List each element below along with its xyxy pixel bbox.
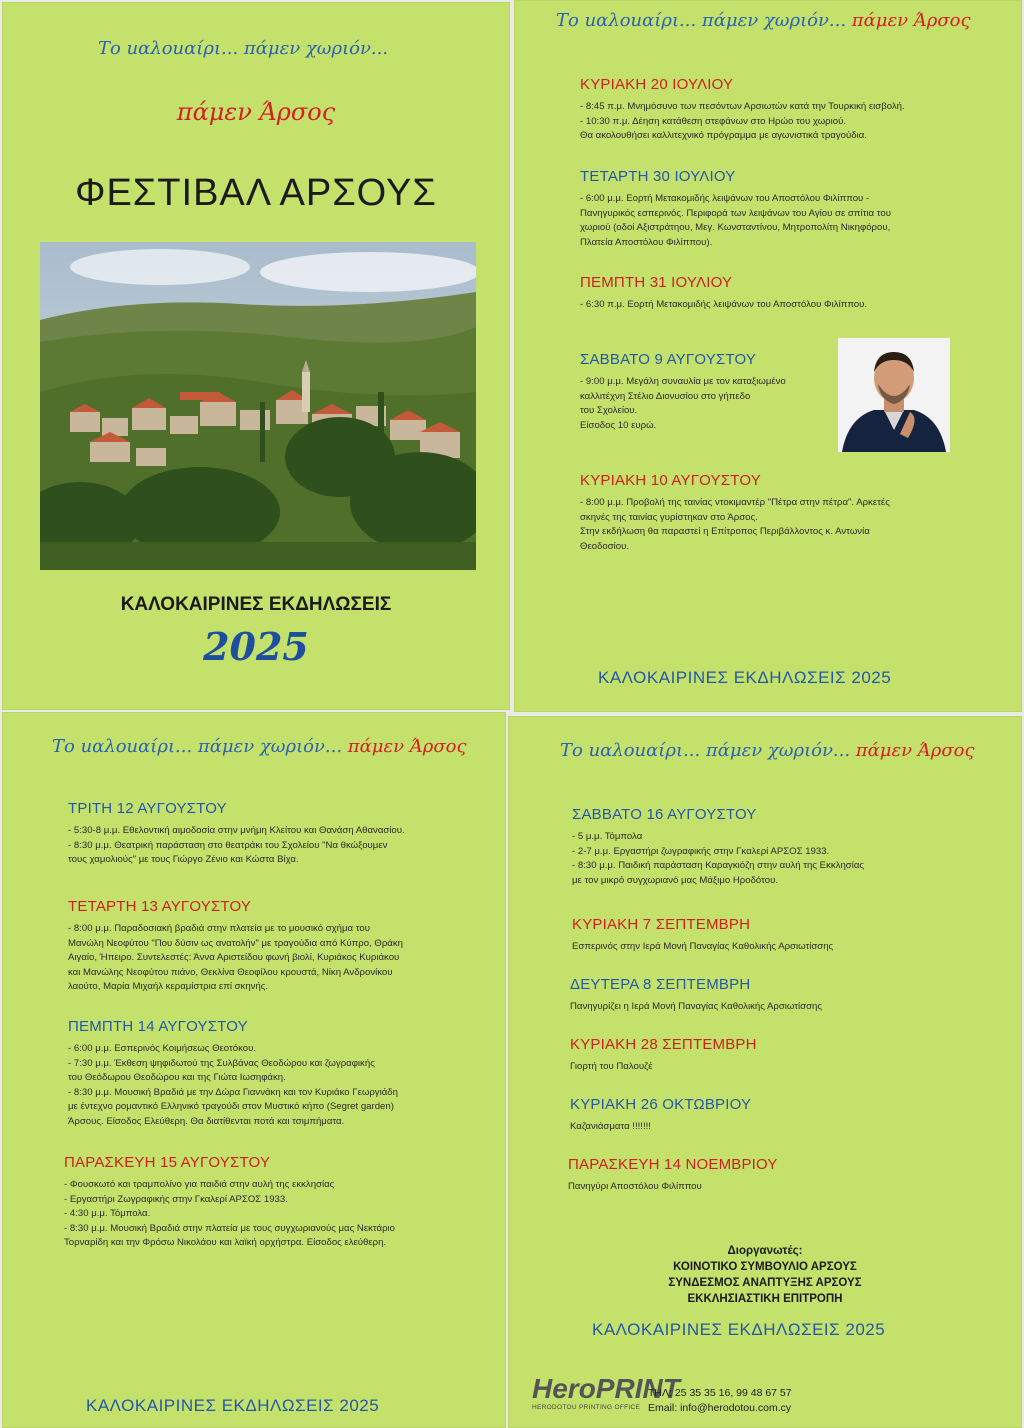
event-line: - 8:00 μ.μ. Προβολή της ταινίας ντοκιμαντέρ "Πέτρα στην πέτρα". Αρκετές — [580, 497, 890, 508]
event-line: Πλατεία Αποστόλου Φιλίππου). — [580, 236, 713, 248]
event-line: του Σχολείου. — [580, 405, 638, 417]
event-line: τους χαμολιούς" με τους Γιώργο Ζένιο και Κώστα Βίχα. — [68, 854, 299, 866]
village-photo-image — [40, 242, 476, 570]
event-line: - 10:30 π.μ. Δέηση κατάθεση στεφάνων στο Ηρώο του χωριού. — [580, 115, 847, 127]
event-date: ΣΑΒΒΑΤΟ 9 ΑΥΓΟΥΣΤΟΥ — [580, 351, 757, 368]
event-line: Μανώλη Νεοφύτου "Που δύσιν ως ανατολήν" με τραγούδια από Κύπρο, Θράκη — [68, 937, 403, 949]
event-block — [580, 274, 867, 313]
event-date: ΤΕΤΑΡΤΗ 30 ΙΟΥΛΙΟΥ — [580, 168, 736, 185]
event-block — [580, 76, 905, 144]
event-block — [64, 1154, 395, 1251]
printer-logo-text: HeroPRINT — [532, 1373, 680, 1404]
printer-contact — [648, 1386, 792, 1416]
cover-subtitle: ΚΑΛΟΚΑΙΡΙΝΕΣ ΕΚΔΗΛΩΣΕΙΣ — [120, 594, 392, 615]
printer-phone: ΤΗΛ: 25 35 35 16, 99 48 67 57 — [648, 1387, 792, 1399]
page-3-footer: ΚΑΛΟΚΑΙΡΙΝΕΣ ΕΚΔΗΛΩΣΕΙΣ 2025 — [86, 1396, 380, 1415]
organizers-title: Διοργανωτές: — [727, 1245, 803, 1257]
event-block — [570, 976, 822, 1015]
event-date: ΤΡΙΤΗ 12 ΑΥΓΟΥΣΤΟΥ — [68, 800, 227, 817]
event-line: Τορναρίδη και την Φρόσω Νικολάου και λαϊκή ορχήστρα. Είσοδος ελεύθερη. — [64, 1237, 387, 1249]
organizer-name: ΕΚΚΛΗΣΙΑΣΤΙΚΗ ΕΠΙΤΡΟΠΗ — [687, 1293, 843, 1305]
event-line: Άρσους. Είσοδος Ελεύθερη. Θα διατίθενται ποτά και τσιμπήματα. — [68, 1115, 345, 1127]
event-line: - 9:00 μ.μ. Μεγάλη συναυλία με τον καταξιωμένο — [580, 376, 786, 387]
printer-email[interactable]: Email: info@herodotou.com.cy — [648, 1402, 792, 1414]
event-block — [572, 806, 864, 888]
event-line: χωριού (οδοί Αξιστράτηου, Μεγ. Κωνσταντίνου, Μητροπολίτη Νικηφόρου, — [580, 222, 891, 234]
event-block — [570, 1096, 751, 1135]
event-line: - 6:00 μ.μ. Εσπερινός Κοιμήσεως Θεοτόκου. — [68, 1043, 257, 1054]
page-2-footer: ΚΑΛΟΚΑΙΡΙΝΕΣ ΕΚΔΗΛΩΣΕΙΣ 2025 — [598, 668, 892, 687]
event-date: ΠΕΜΠΤΗ 14 ΑΥΓΟΥΣΤΟΥ — [68, 1018, 248, 1035]
printer-logo-subtitle: HERODOTOU PRINTING OFFICE — [532, 1404, 641, 1411]
page-3-slogan: Το uαλοuαίρι... πάμεν χωριόν... πάμεν Άρσος — [52, 736, 467, 757]
event-line: - 5 μ.μ. Τόμπολα — [572, 831, 643, 842]
event-date: ΔΕΥΤΕΡΑ 8 ΣΕΠΤΕΜΒΡΗ — [570, 976, 751, 993]
event-line: λαούτο, Μαρία Μιχαήλ κεραμίστρια επί σκηνής. — [68, 981, 269, 993]
event-line: σκηνές της ταινίας γυρίστηκαν στο Άρσος. — [580, 511, 758, 523]
event-block — [570, 1036, 757, 1075]
page-4-slogan: Το uαλοuαίρι... πάμεν χωριόν... πάμεν Άρσος — [560, 740, 975, 761]
cover-panel — [2, 2, 510, 710]
page-4-footer: ΚΑΛΟΚΑΙΡΙΝΕΣ ΕΚΔΗΛΩΣΕΙΣ 2025 — [592, 1320, 886, 1339]
event-line: - 8:30 μ.μ. Μουσική Βραδιά με την Δώρα Γιαννάκη και τον Κυριάκο Γεωργιάδη — [68, 1086, 398, 1098]
page-2-slogan: Το uαλοuαίρι... πάμεν χωριόν... πάμεν Άρσος — [556, 10, 971, 31]
cover-slogan: Το uαλοuαίρι... πάμεν χωριόν... — [98, 38, 389, 59]
event-line: - 4:30 μ.μ. Τόμπολα. — [64, 1208, 151, 1220]
event-line: - 8:30 μ.μ. Παιδική παράσταση Καραγκιόζη στην αυλή της Εκκλησίας — [572, 860, 865, 872]
village-photo — [40, 242, 476, 570]
event-block — [580, 351, 786, 433]
event-block — [68, 1018, 398, 1130]
event-line: Θα ακολουθήσει καλλιτεχνικό πρόγραμμα με αγωνιστικά τραγούδια. — [580, 130, 867, 142]
event-date: ΠΑΡΑΣΚΕΥΗ 15 ΑΥΓΟΥΣΤΟΥ — [64, 1154, 271, 1171]
event-date: ΣΑΒΒΑΤΟ 16 ΑΥΓΟΥΣΤΟΥ — [572, 806, 757, 823]
event-line: Πανηγυρίζει η Ιερά Μονή Παναγίας Καθολικής Αρσιωτίσσης — [570, 1001, 822, 1012]
event-line: - Εργαστήρι Ζωγραφικής στην Γκαλερί ΑΡΣΟΣ 1933. — [64, 1193, 288, 1205]
event-line: - 5:30-8 μ.μ. Εθελοντική αιμοδοσία στην μνήμη Κλείτου και Θανάση Αθανασίου. — [68, 825, 405, 836]
event-date: ΚΥΡΙΑΚΗ 26 ΟΚΤΩΒΡΙΟΥ — [570, 1096, 752, 1113]
event-line: - 8:00 μ.μ. Παραδοσιακή βραδιά στην πλατεία με το μουσικό σχήμα του — [68, 923, 370, 934]
event-line: Στην εκδήλωση θα παραστεί η Επίτροπος Περιβάλλοντος κ. Αντωνία — [580, 526, 870, 538]
event-block — [68, 898, 403, 995]
event-date: ΚΥΡΙΑΚΗ 28 ΣΕΠΤΕΜΒΡΗ — [570, 1036, 757, 1053]
event-line: Γιορτή του Παλουζέ — [570, 1061, 653, 1072]
organizer-name: ΣΥΝΔΕΣΜΟΣ ΑΝΑΠΤΥΞΗΣ ΑΡΣΟΥΣ — [668, 1277, 862, 1289]
cover-slogan-red: πάμεν Άρσος — [176, 98, 336, 126]
event-line: του Θεόδωρου Θεοδώρου και της Γιώτα Ιωσηφάκη. — [68, 1072, 286, 1084]
event-date: ΠΑΡΑΣΚΕΥΗ 14 ΝΟΕΜΒΡΙΟΥ — [568, 1156, 778, 1173]
event-line: Θεοδοσίου. — [580, 540, 630, 552]
event-line: με έντεχνο ρομαντικό Ελληνικό τραγούδι στον Μυστικό κήπο (Segret garden) — [68, 1101, 394, 1113]
event-block — [580, 168, 891, 250]
festival-title: ΦΕΣΤΙΒΑΛ ΑΡΣΟΥΣ — [75, 172, 437, 214]
event-block — [568, 1156, 778, 1195]
event-line: - 8:30 μ.μ. Μουσική Βραδιά στην πλατεία με τους συγχωριανούς μας Νεκτάριο — [64, 1222, 396, 1234]
portrait-image — [838, 338, 950, 452]
event-line: με τον μικρό συγχωριανό μας Μάξιμο Ηροδότου. — [572, 874, 779, 886]
event-date: ΚΥΡΙΑΚΗ 7 ΣΕΠΤΕΜΒΡΗ — [572, 916, 751, 933]
event-line: - 8:45 π.μ. Μνημόσυνο των πεσόντων Αρσιωτών κατά την Τουρκική εισβολή. — [580, 101, 905, 112]
event-line: - 6:00 μ.μ. Εορτή Μετακομιδής λειψάνων του Αποστόλου Φιλίππου - — [580, 193, 870, 204]
event-line: - Φουσκωτό και τραμπολίνο για παιδιά στην αυλή της εκκλησίας — [64, 1179, 335, 1190]
event-line: καλλιτέχνη Στέλιο Διονυσίου στο γήπεδο — [580, 390, 751, 402]
page-2-panel — [514, 0, 1022, 712]
page-4-panel — [508, 716, 1022, 1428]
event-line: Πανηγυρικός εσπερινός. Περιφορά των λειψάνων του Αγίου σε σπίτια του — [580, 207, 891, 219]
event-line: - 8:30 μ.μ. Θεατρική παράσταση στο θεατράκι του Σχολείου "Να θκώξουμεν — [68, 839, 388, 851]
event-line: Εσπερινός στην Ιερά Μονή Παναγίας Καθολικής Αρσιωτίσσης — [572, 941, 834, 952]
event-date: ΠΕΜΠΤΗ 31 ΙΟΥΛΙΟΥ — [580, 274, 733, 291]
event-line: Είσοδος 10 ευρώ. — [580, 419, 657, 431]
event-block — [572, 916, 833, 955]
event-date: ΚΥΡΙΑΚΗ 20 ΙΟΥΛΙΟΥ — [580, 76, 734, 93]
page-3-panel — [2, 712, 506, 1428]
organizer-name: ΚΟΙΝΟΤΙΚΟ ΣΥΜΒΟΥΛΙΟ ΑΡΣΟΥΣ — [673, 1261, 857, 1273]
printer-logo — [532, 1373, 680, 1424]
cover-year: 2025 — [203, 624, 309, 669]
event-line: Καζανιάσματα !!!!!!! — [570, 1121, 651, 1132]
event-line: - 7:30 μ.μ. Έκθεση ψηφιδωτού της Συλβάνας Θεοδώρου και ζωγραφικής — [68, 1057, 375, 1069]
event-line: - 6:30 π.μ. Εορτή Μετακομιδής λειψάνων του Αποστόλου Φιλίππου. — [580, 299, 868, 310]
event-block — [580, 472, 890, 554]
organizers-block — [508, 1243, 1022, 1307]
event-line: και Μανώλης Νεοφύτου πιάνο, Θεκλίνα Θεοφίλου κρουστά, Νίκη Ανδρονίκου — [68, 966, 393, 978]
event-line: - 2-7 μ.μ. Εργαστήρι ζωγραφικής στην Γκαλερί ΑΡΣΟΣ 1933. — [572, 845, 830, 857]
event-block — [68, 800, 405, 868]
event-line: Πανηγύρι Αποστόλου Φιλίππου — [568, 1181, 702, 1192]
event-line: Αιγαίο, Ήπειρο. Συντελεστές: Άννα Αριστείδου φωνή βιολί, Κυριάκος Κυριάκου — [68, 952, 400, 964]
event-date: ΤΕΤΑΡΤΗ 13 ΑΥΓΟΥΣΤΟΥ — [68, 898, 252, 915]
event-date: ΚΥΡΙΑΚΗ 10 ΑΥΓΟΥΣΤΟΥ — [580, 472, 761, 489]
artist-portrait — [838, 338, 950, 452]
